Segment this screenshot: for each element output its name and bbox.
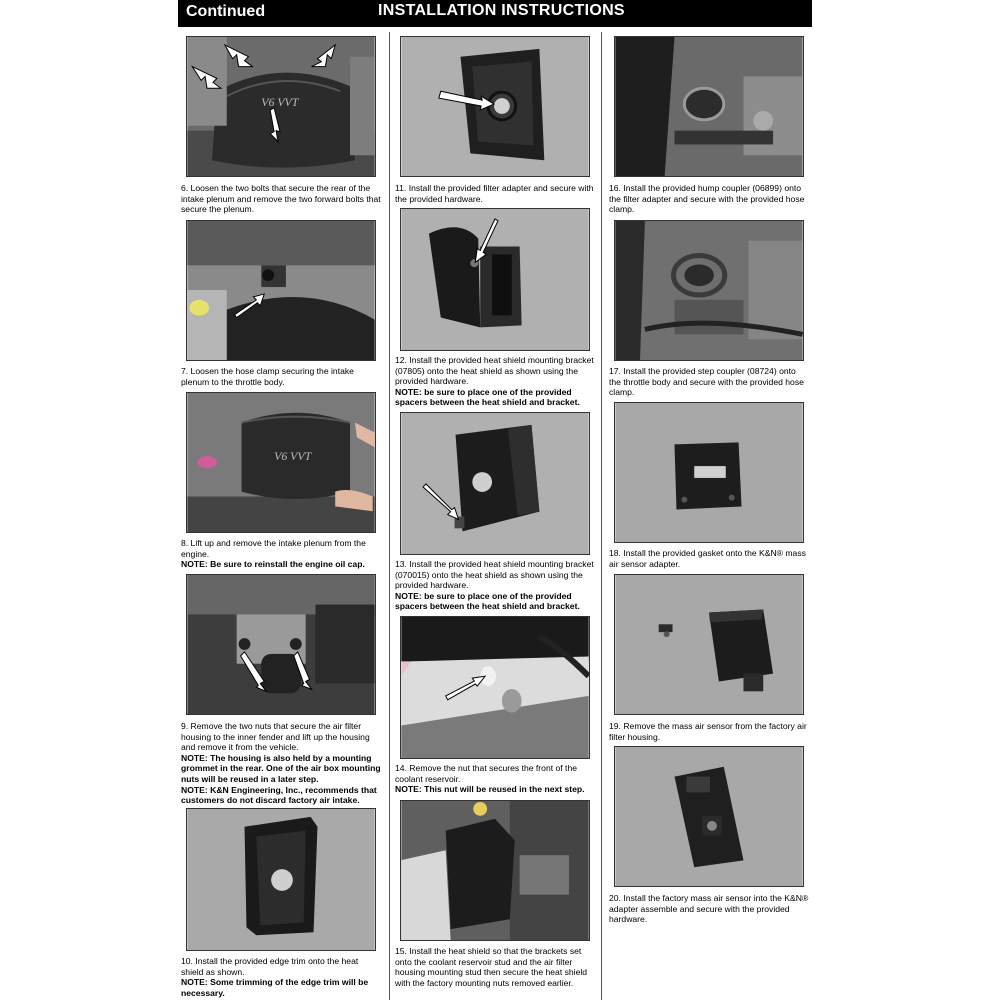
- step-16-photo: [614, 36, 804, 177]
- engine-badge: V6 VVT: [261, 95, 299, 110]
- step-8-photo: [186, 392, 376, 533]
- step-19-caption: 19. Remove the mass air sensor from the factory air filter housing.: [609, 721, 807, 742]
- step-15-caption: 15. Install the heat shield so that the brackets set onto the coolant reservoir stud and the air filter housing mounting stud then secure the heat shield with the factory mounting nuts removed earlier.: [395, 946, 588, 988]
- step-12-caption: 12. Install the provided heat shield mounting bracket (07805) onto the heat shield as shown using the provided hardware. NOTE: be sure to place one of the provided spacers between the heat shield and bracket.: [395, 355, 594, 408]
- step-19-photo: [614, 574, 804, 715]
- step-14-caption: 14. Remove the nut that secures the front of the coolant reservoir. NOTE: This nut will be reused in the next step.: [395, 763, 585, 795]
- page-title: INSTALLATION INSTRUCTIONS: [378, 2, 625, 19]
- step-10-caption: 10. Install the provided edge trim onto the heat shield as shown. NOTE: Some trimming of the edge trim will be necessary.: [181, 956, 369, 998]
- step-20-photo: [614, 746, 804, 887]
- step-9-photo: [186, 574, 376, 715]
- engine-badge: V6 VVT: [274, 449, 312, 464]
- step-7-caption: 7. Loosen the hose clamp securing the intake plenum to the throttle body.: [181, 366, 354, 387]
- step-17-photo: [614, 220, 804, 361]
- step-11-caption: 11. Install the provided filter adapter and secure with the provided hardware.: [395, 183, 594, 204]
- step-14-photo: [400, 616, 590, 759]
- step-13-caption: 13. Install the provided heat shield mounting bracket (070015) onto the heat shield as shown using the provided hardware. NOTE: be sure to place one of the provided spacers between the heat shield and bracket.: [395, 559, 594, 612]
- step-18-caption: 18. Install the provided gasket onto the K&N® mass air sensor adapter.: [609, 548, 806, 569]
- step-13-photo: [400, 412, 590, 555]
- step-7-photo: [186, 220, 376, 361]
- continued-label: Continued: [186, 3, 266, 20]
- step-9-caption: 9. Remove the two nuts that secure the air filter housing to the inner fender and lift up the housing and remove it from the vehicle. NOTE: The housing is also held by a mounting grommet in the rear. One of the air box mounting nuts will be reused in a later step. NOTE: K&N Engineering, Inc., recommends that customers do not discard factory air intake.: [181, 721, 381, 806]
- step-8-caption: 8. Lift up and remove the intake plenum from the engine. NOTE: Be sure to reinstall the engine oil cap.: [181, 538, 366, 570]
- step-20-caption: 20. Install the factory mass air sensor into the K&N® adapter assemble and secure with the provided hardware.: [609, 893, 809, 925]
- step-15-photo: [400, 800, 590, 941]
- step-18-photo: [614, 402, 804, 543]
- step-11-photo: [400, 36, 590, 177]
- step-17-caption: 17. Install the provided step coupler (08724) onto the throttle body and secure with the provided hose clamp.: [609, 366, 804, 398]
- page-header: [178, 0, 812, 27]
- column-divider: [601, 32, 602, 1000]
- column-divider: [389, 32, 390, 1000]
- step-6-photo: [186, 36, 376, 177]
- step-6-caption: 6. Loosen the two bolts that secure the rear of the intake plenum and remove the two forward bolts that secure the plenum.: [181, 183, 381, 215]
- step-16-caption: 16. Install the provided hump coupler (06899) onto the filter adapter and secure with the provided hose clamp.: [609, 183, 805, 215]
- step-10-photo: [186, 808, 376, 951]
- step-12-photo: [400, 208, 590, 351]
